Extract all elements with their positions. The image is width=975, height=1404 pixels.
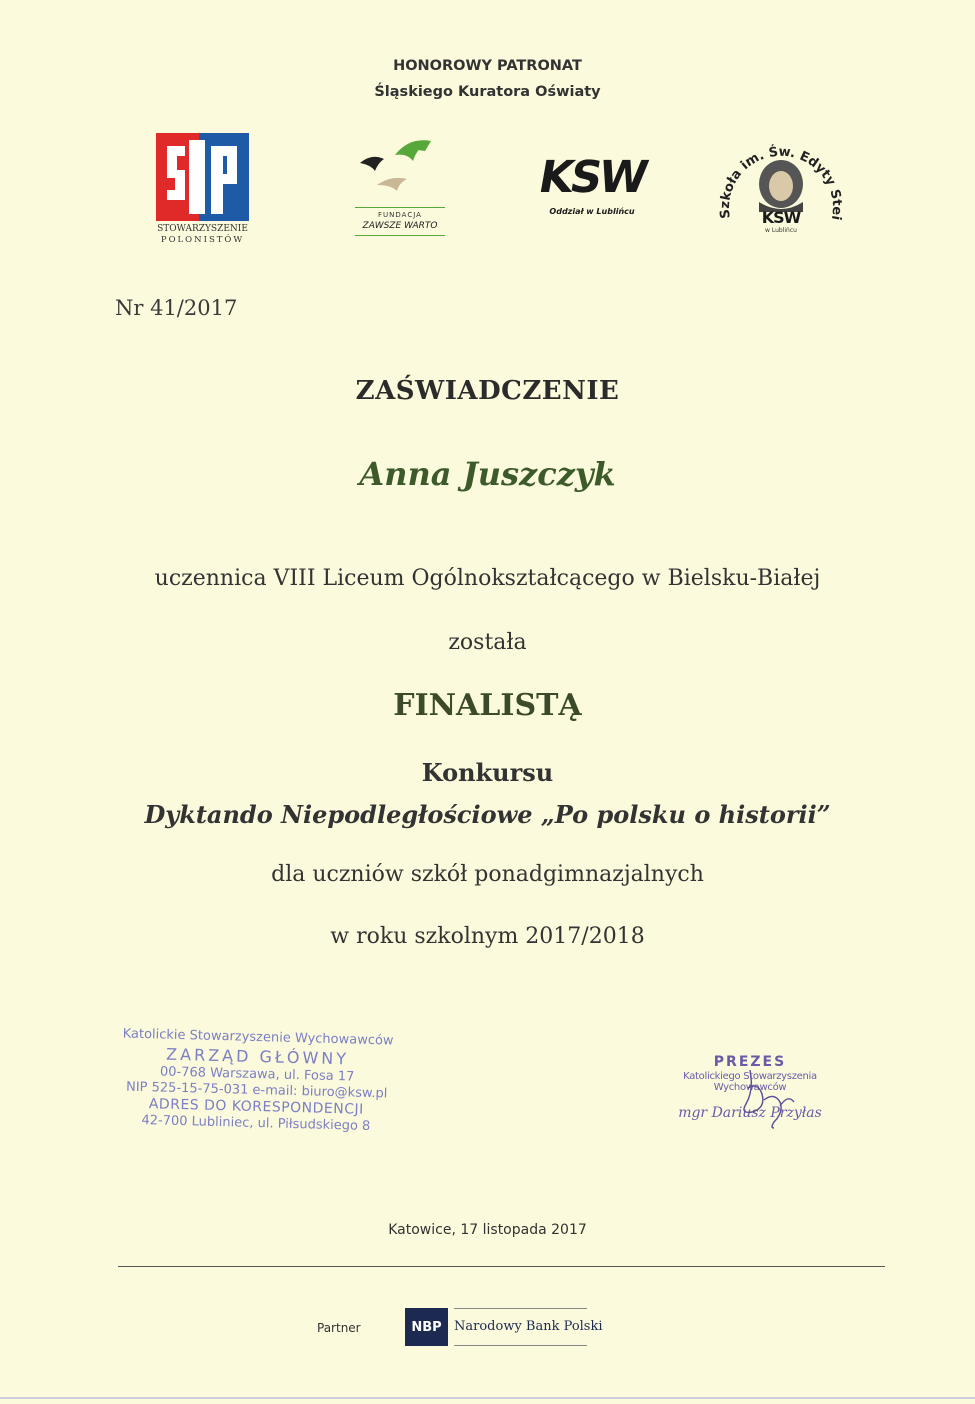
- contest-label: Konkursu: [421, 758, 554, 787]
- ksw-mark: KSW: [534, 152, 650, 203]
- organization-stamp: [111, 1026, 404, 1135]
- certificate-number: Nr 41/2017: [115, 296, 238, 320]
- footer-divider: [118, 1266, 885, 1267]
- signature-icon: [720, 1060, 810, 1130]
- stamp-president-name: mgr Dariusz Przyłas: [678, 1105, 822, 1121]
- nbp-mark: NBP: [405, 1308, 448, 1346]
- school-arc-text: Szkoła im. Św. Edyty Stei: [717, 144, 845, 222]
- sp-logo-text-1: STOWARZYSZENIE: [157, 224, 248, 234]
- school-ksw-caption: w Lublińcu: [765, 227, 797, 234]
- patronage-subheading: Śląskiego Kuratora Oświaty: [374, 84, 601, 100]
- swallows-icon: [355, 135, 445, 207]
- partner-label: Partner: [317, 1321, 361, 1335]
- became-text: została: [448, 630, 527, 655]
- ksw-lubliniec-logo: [536, 152, 648, 222]
- recipient-name: Anna Juszczyk: [359, 455, 616, 493]
- stamp-org-name: Katolickie Stowarzyszenie Wychowawców: [122, 1026, 394, 1049]
- student-info: uczennica VIII Liceum Ogólnokształcącego w Bielsku-Białej: [154, 566, 821, 591]
- result-title: FINALISTĄ: [393, 688, 582, 723]
- nbp-name: Narodowy Bank Polski: [454, 1319, 603, 1334]
- zw-rule-bottom: [355, 235, 445, 236]
- nbp-partner-logo: [405, 1308, 603, 1348]
- page-edge: [0, 1397, 975, 1399]
- stamp-role: PREZES: [713, 1054, 787, 1070]
- stamp-address: 00-768 Warszawa, ul. Fosa 17: [159, 1064, 355, 1085]
- sp-emblem-icon: [155, 132, 250, 222]
- contest-name: Dyktando Niepodległościowe „Po polsku o historii”: [144, 800, 831, 829]
- place-date: Katowice, 17 listopada 2017: [388, 1222, 587, 1238]
- stamp-correspondence-label: ADRES DO KORESPONDENCJI: [148, 1096, 364, 1118]
- stowarzyszenie-polonistow-logo: [155, 132, 250, 247]
- school-edyta-stein-logo: [716, 132, 846, 240]
- stamp-board: ZARZĄD GŁÓWNY: [165, 1044, 350, 1069]
- zw-rule-top: [355, 207, 445, 208]
- document-title: ZAŚWIADCZENIE: [355, 376, 620, 406]
- stamp-correspondence-address: 42-700 Lubliniec, ul. Piłsudskiego 8: [141, 1112, 371, 1134]
- patronage-heading: HONOROWY PATRONAT: [393, 58, 582, 74]
- stamp-nip-email: NIP 525-15-75-031 e-mail: biuro@ksw.pl: [125, 1079, 388, 1102]
- school-year: w roku szkolnym 2017/2018: [330, 924, 645, 949]
- nbp-rule-top: [454, 1308, 587, 1309]
- sp-logo-text-2: POLONISTÓW: [160, 235, 245, 245]
- ksw-caption: Oddział w Lublińcu: [549, 207, 635, 216]
- fundacja-zawsze-warto-logo: [355, 135, 445, 240]
- audience-text: dla uczniów szkół ponadgimnazjalnych: [271, 862, 704, 887]
- zw-logo-text-1: FUNDACJA: [378, 211, 422, 219]
- school-ksw-mark: KSW: [761, 208, 801, 227]
- zw-logo-text-2: ZAWSZE WARTO: [362, 221, 438, 231]
- nbp-rule-bottom: [454, 1345, 587, 1346]
- stamp-president-org: Katolickiego Stowarzyszenia Wychowawców: [683, 1071, 817, 1093]
